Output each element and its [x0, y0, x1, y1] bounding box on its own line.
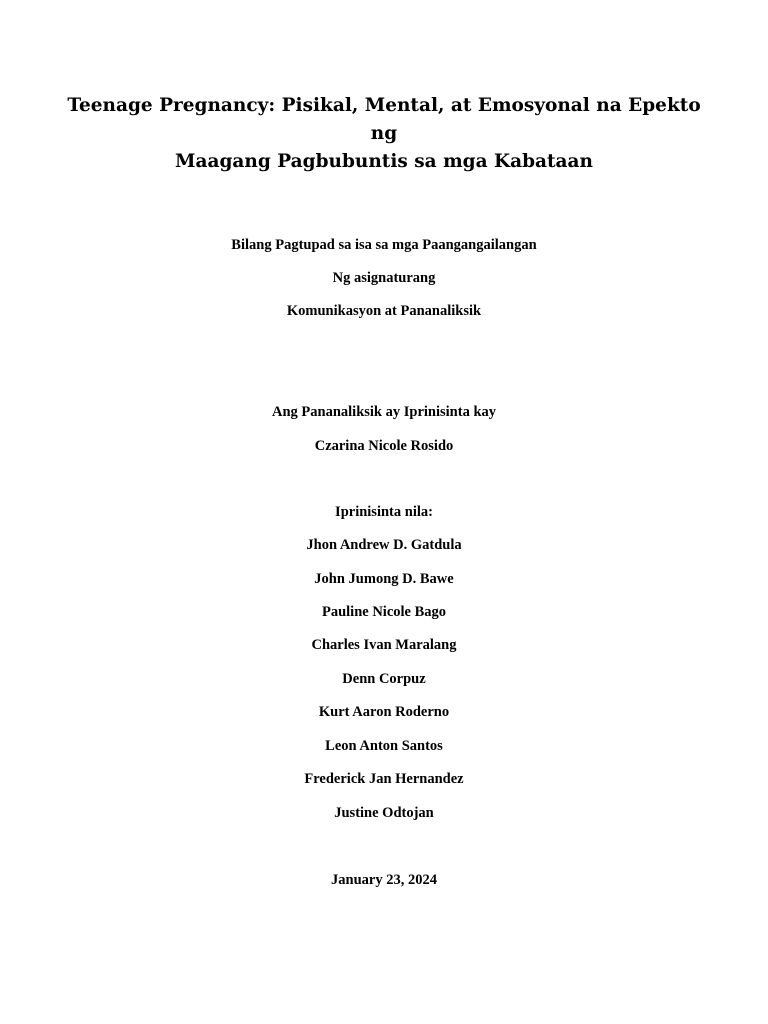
presented-by-label: Iprinisinta nila:: [335, 504, 433, 520]
member-name: Jhon Andrew D. Gatdula: [306, 537, 462, 553]
title-line-2: Maagang Pagbubuntis sa mga Kabataan: [175, 151, 593, 172]
member-name: Pauline Nicole Bago: [321, 604, 447, 620]
member-name: Justine Odtojan: [334, 805, 434, 821]
member-name: John Jumong D. Bawe: [314, 571, 454, 587]
member-name: Leon Anton Santos: [325, 738, 443, 754]
title-line-1: Teenage Pregnancy: Pisikal, Mental, at Emosyonal na Epekto ng: [67, 95, 701, 144]
document-date: January 23, 2024: [331, 872, 437, 888]
requirement-line-1: Bilang Pagtupad sa isa sa mga Paangangailangan: [231, 237, 537, 253]
member-name: Charles Ivan Maralang: [311, 637, 457, 653]
adviser-name: Czarina Nicole Rosido: [314, 438, 454, 454]
requirement-line-3: Komunikasyon at Pananaliksik: [286, 303, 482, 319]
member-name: Denn Corpuz: [342, 671, 426, 687]
requirement-line-2: Ng asignaturang: [332, 270, 436, 286]
member-name: Frederick Jan Hernandez: [304, 771, 464, 787]
presented-to-label: Ang Pananaliksik ay Iprinisinta kay: [271, 404, 497, 420]
member-name: Kurt Aaron Roderno: [318, 704, 450, 720]
document-title: [60, 92, 708, 176]
